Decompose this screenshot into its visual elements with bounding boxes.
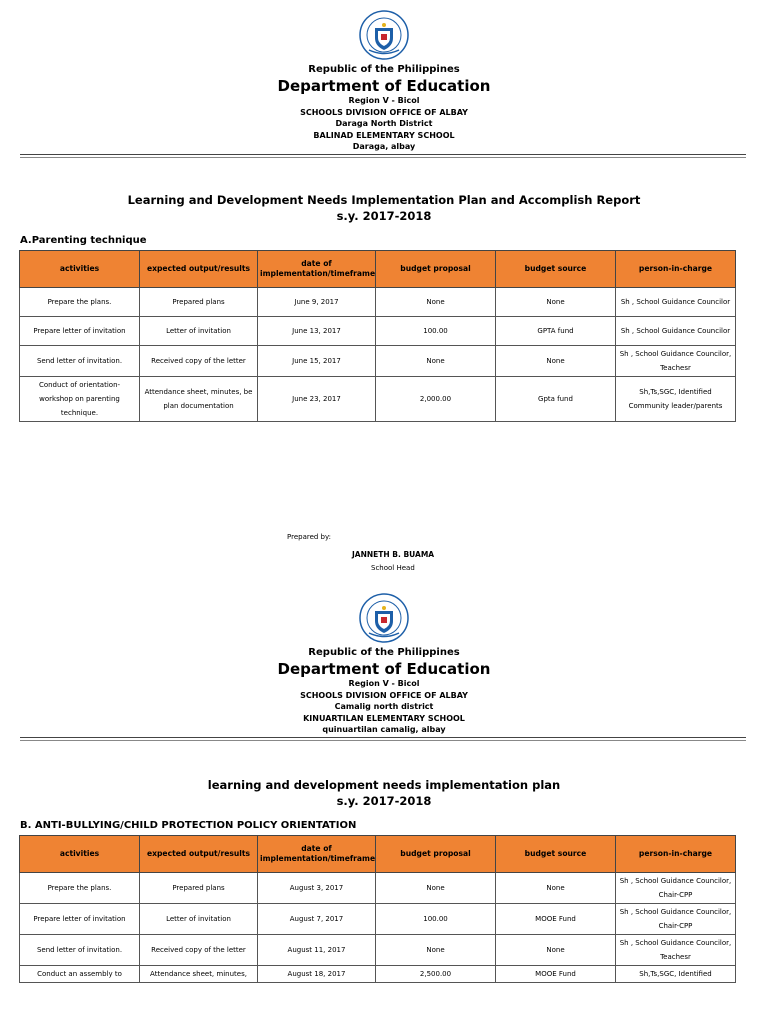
- header-region: Region V - Bicol: [348, 679, 420, 688]
- signatory-role: School Head: [371, 564, 415, 572]
- table-cell: June 13, 2017: [258, 317, 376, 346]
- table-cell: Attendance sheet, minutes,: [140, 966, 258, 983]
- table-cell: Sh , School Guidance Councilor, Chair-CPP: [616, 904, 736, 935]
- header-divider: [20, 737, 746, 738]
- table-row: [20, 904, 736, 935]
- table-cell: Prepare letter of invitation: [20, 317, 140, 346]
- table-cell: June 15, 2017: [258, 346, 376, 377]
- header-division: SCHOOLS DIVISION OFFICE OF ALBAY: [300, 107, 468, 117]
- plan-title-line1: Learning and Development Needs Implementation Plan and Accomplish Report: [127, 193, 641, 207]
- table-cell: None: [376, 288, 496, 317]
- table-cell: Sh , School Guidance Councilor, Chair-CPP: [616, 873, 736, 904]
- section-heading: A.Parenting technique: [20, 235, 147, 246]
- signatory-name: JANNETH B. BUAMA: [352, 550, 435, 559]
- table-cell: Sh,Ts,SGC, Identified Community leader/parents: [616, 377, 736, 422]
- table-cell: Conduct of orientation-workshop on parenting technique.: [20, 377, 140, 422]
- table-cell: MOOE Fund: [496, 966, 616, 983]
- table-row: [20, 288, 736, 317]
- col-header-activities: activities: [20, 836, 140, 873]
- table-cell: Received copy of the letter: [140, 346, 258, 377]
- header-divider-thin: [20, 740, 746, 741]
- table-cell: Send letter of invitation.: [20, 346, 140, 377]
- header-school: BALINAD ELEMENTARY SCHOOL: [313, 130, 455, 140]
- header-divider-thin: [20, 157, 746, 158]
- table-header-row: [20, 836, 736, 873]
- table-cell: 2,000.00: [376, 377, 496, 422]
- table-cell: Letter of invitation: [140, 904, 258, 935]
- table-cell: None: [376, 935, 496, 966]
- table-cell: June 9, 2017: [258, 288, 376, 317]
- header-district: Daraga North District: [335, 119, 433, 128]
- table-row: [20, 346, 736, 377]
- col-header-budget-proposal: budget proposal: [376, 836, 496, 873]
- col-header-budget-proposal: budget proposal: [376, 251, 496, 288]
- table-cell: Sh,Ts,SGC, Identified: [616, 966, 736, 983]
- table-row: [20, 873, 736, 904]
- header-division: SCHOOLS DIVISION OFFICE OF ALBAY: [300, 690, 468, 700]
- table-cell: MOOE Fund: [496, 904, 616, 935]
- col-header-budget-source: budget source: [496, 251, 616, 288]
- header-address: quinuartilan camalig, albay: [322, 725, 446, 734]
- table-cell: Prepared plans: [140, 288, 258, 317]
- col-header-expected-output: expected output/results: [140, 836, 258, 873]
- col-header-date: date of implementation/timeframe: [258, 836, 376, 873]
- plan-title: [0, 777, 768, 809]
- deped-seal-icon: [359, 10, 409, 60]
- table-cell: August 18, 2017: [258, 966, 376, 983]
- table-cell: GPTA fund: [496, 317, 616, 346]
- plan-title-line1: learning and development needs implementation plan: [207, 778, 561, 792]
- plan-title-line2: s.y. 2017-2018: [336, 209, 432, 223]
- header-divider: [20, 154, 746, 155]
- col-header-date: date of implementation/timeframe: [258, 251, 376, 288]
- col-header-person-in-charge: person-in-charge: [616, 251, 736, 288]
- table-header-row: [20, 251, 736, 288]
- table-cell: Attendance sheet, minutes, be plan documentation: [140, 377, 258, 422]
- table-cell: Prepare the plans.: [20, 873, 140, 904]
- header-department: Department of Education: [277, 77, 491, 95]
- table-cell: 2,500.00: [376, 966, 496, 983]
- col-header-expected-output: expected output/results: [140, 251, 258, 288]
- table-cell: Letter of invitation: [140, 317, 258, 346]
- prepared-by-label: Prepared by:: [287, 533, 331, 541]
- header-district: Camalig north district: [334, 702, 434, 711]
- letterhead: [0, 593, 768, 736]
- table-cell: None: [496, 346, 616, 377]
- table-cell: Sh , School Guidance Councilor, Teachesr: [616, 935, 736, 966]
- table-cell: Received copy of the letter: [140, 935, 258, 966]
- table-cell: Send letter of invitation.: [20, 935, 140, 966]
- table-cell: Sh , School Guidance Councilor: [616, 317, 736, 346]
- table-cell: Prepared plans: [140, 873, 258, 904]
- table-cell: 100.00: [376, 317, 496, 346]
- section-heading: B. ANTI-BULLYING/CHILD PROTECTION POLICY ORIENTATION: [20, 820, 357, 831]
- table-cell: August 3, 2017: [258, 873, 376, 904]
- table-cell: None: [376, 873, 496, 904]
- table-cell: August 7, 2017: [258, 904, 376, 935]
- table-cell: Prepare letter of invitation: [20, 904, 140, 935]
- col-header-activities: activities: [20, 251, 140, 288]
- table-cell: Prepare the plans.: [20, 288, 140, 317]
- table-cell: Sh , School Guidance Councilor: [616, 288, 736, 317]
- table-cell: Conduct an assembly to: [20, 966, 140, 983]
- table-cell: 100.00: [376, 904, 496, 935]
- table-cell: Gpta fund: [496, 377, 616, 422]
- col-header-budget-source: budget source: [496, 836, 616, 873]
- header-school: KINUARTILAN ELEMENTARY SCHOOL: [303, 713, 465, 723]
- table-row: [20, 935, 736, 966]
- table-row: [20, 377, 736, 422]
- table-cell: None: [496, 873, 616, 904]
- header-republic: Republic of the Philippines: [308, 64, 460, 75]
- header-address: Daraga, albay: [352, 142, 416, 151]
- header-republic: Republic of the Philippines: [308, 647, 460, 658]
- plan-table: [19, 250, 736, 422]
- table-row: [20, 317, 736, 346]
- table-row: [20, 966, 736, 983]
- table-cell: June 23, 2017: [258, 377, 376, 422]
- table-cell: None: [496, 288, 616, 317]
- table-cell: None: [496, 935, 616, 966]
- header-region: Region V - Bicol: [348, 96, 420, 105]
- plan-title: [0, 192, 768, 224]
- header-department: Department of Education: [277, 660, 491, 678]
- table-cell: August 11, 2017: [258, 935, 376, 966]
- col-header-person-in-charge: person-in-charge: [616, 836, 736, 873]
- plan-table: [19, 835, 736, 983]
- letterhead: [0, 10, 768, 153]
- plan-title-line2: s.y. 2017-2018: [336, 794, 432, 808]
- table-cell: None: [376, 346, 496, 377]
- table-cell: Sh , School Guidance Councilor, Teachesr: [616, 346, 736, 377]
- deped-seal-icon: [359, 593, 409, 643]
